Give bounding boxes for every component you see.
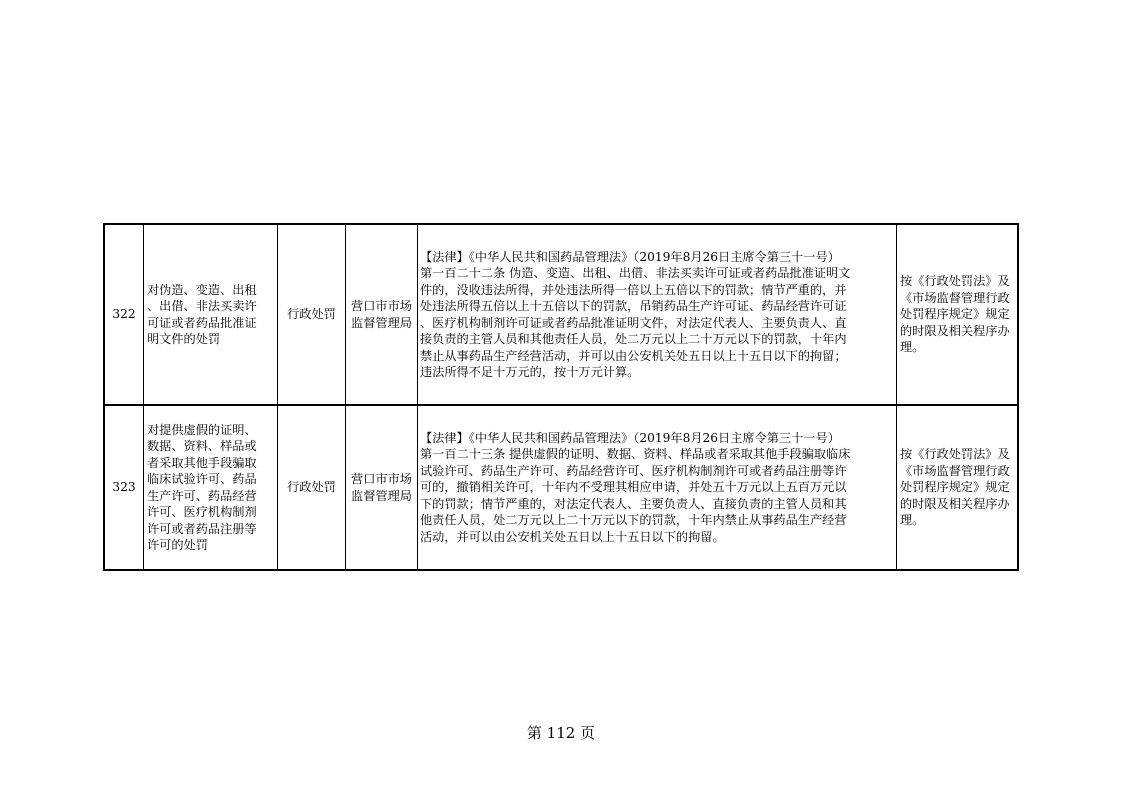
power-type: 行政处罚 bbox=[287, 480, 336, 495]
row-number-cell bbox=[105, 406, 144, 569]
penalty-table bbox=[103, 223, 1019, 571]
item-name-cell bbox=[144, 406, 278, 569]
authority-name: 营口市市场 监督管理局 bbox=[351, 472, 412, 503]
item-name: 对提供虚假的证明、 数据、资料、样品或 者采取其他手段骗取 临床试验许可、药品 生产许可、药品经营 许可、医疗机构制剂 许可或者药品注册等 许可的处罚 bbox=[147, 422, 257, 552]
authority-cell bbox=[346, 406, 418, 569]
item-name: 对伪造、变造、出租 、出借、非法买卖许 可证或者药品批准证 明文件的处罚 bbox=[147, 282, 257, 346]
legal-basis-text: 【法律】《中华人民共和国药品管理法》（2019年8月26日主席令第三十一号） 第一百二十三条 提供虚假的证明、数据、资料、样品或者采取其他手段骗取临床 试验许可、药品生产许可、药品经营许可、医疗机构制剂许可或者药品注册等许 可的，撤销相关许可，十年内不受理其相应申请，并处五十万元以上五百万元以 下的罚款；情节严重的，对法定代表人、主要负责人、直接负责的主管人员和其 他责任人员，处二万元以上二十万元以下的罚款，十年内禁止从事药品生产经营 活动，并可以由公安机关处五日以上十五日以下的拘留。 bbox=[420, 430, 851, 544]
authority-name: 营口市市场 监督管理局 bbox=[351, 299, 412, 330]
procedure-cell bbox=[897, 225, 1017, 404]
legal-basis-text: 【法律】《中华人民共和国药品管理法》（2019年8月26日主席令第三十一号） 第一百二十二条 伪造、变造、出租、出借、非法买卖许可证或者药品批准证明文 件的，没收违法所得，并处违法所得一倍以上五倍以下的罚款；情节严重的，并 处违法所得五倍以上十五倍以下的罚款，吊销药品生产许可证、药品经营许可证 、医疗机构制剂许可证或者药品批准证明文件，对法定代表人、主要负责人、直 接负责的主管人员和其他责任人员，处二万元以上二十万元以下的罚款，十年内 禁止从事药品生产经营活动，并可以由公安机关处五日以上十五日以下的拘留； 违法所得不足十万元的，按十万元计算。 bbox=[420, 249, 851, 379]
authority-cell bbox=[346, 225, 418, 404]
legal-basis-cell bbox=[418, 406, 897, 569]
power-type-cell bbox=[278, 406, 346, 569]
power-type: 行政处罚 bbox=[287, 307, 336, 322]
item-name-cell bbox=[144, 225, 278, 404]
procedure-cell bbox=[897, 406, 1017, 569]
procedure-text: 按《行政处罚法》及 《市场监督管理行政 处罚程序规定》规定 的时限及相关程序办 理。 bbox=[900, 447, 1010, 528]
row-number: 323 bbox=[112, 480, 136, 495]
table-row bbox=[105, 406, 1017, 569]
row-number: 322 bbox=[112, 307, 136, 322]
power-type-cell bbox=[278, 225, 346, 404]
legal-basis-cell bbox=[418, 225, 897, 404]
row-number-cell bbox=[105, 225, 144, 404]
page-number: 第 112 页 bbox=[526, 724, 596, 742]
procedure-text: 按《行政处罚法》及 《市场监督管理行政 处罚程序规定》规定 的时限及相关程序办 理。 bbox=[900, 274, 1010, 355]
table-row bbox=[105, 225, 1017, 406]
